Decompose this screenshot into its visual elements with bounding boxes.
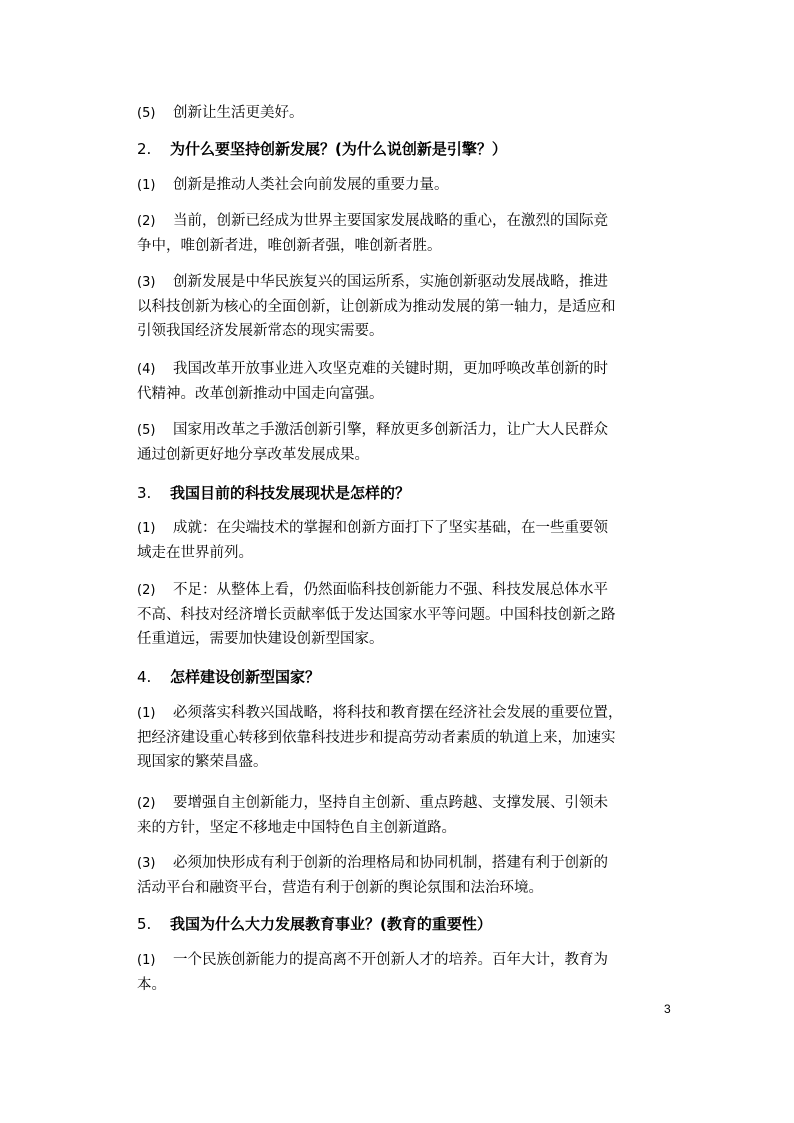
list-item	[137, 418, 685, 467]
heading-title: 为什么要坚持创新发展？(为什么说创新是引擎？）	[170, 140, 507, 158]
item-number: (5)	[137, 423, 156, 438]
item-text: 一个民族创新能力的提高离不开创新人才的培养。百年大计，教育为	[173, 952, 608, 968]
item-number: (1)	[137, 178, 156, 193]
item-text: 国家用改革之手激活创新引擎，释放更多创新活力，让广大人民群众	[173, 422, 608, 438]
item-text: 域走在世界前列。	[137, 545, 253, 561]
section-heading	[137, 665, 685, 689]
heading-title: 怎样建设创新型国家？	[170, 668, 321, 686]
list-item	[137, 578, 685, 651]
item-text: 以科技创新为核心的全面创新，让创新成为推动发展的第一轴力，是适应和	[137, 299, 616, 315]
item-text: 活动平台和融资平台，营造有利于创新的舆论氛围和法治环境。	[137, 880, 543, 896]
item-text: 来的方针，坚定不移地走中国特色自主创新道路。	[137, 820, 456, 836]
list-item	[137, 701, 685, 774]
item-number: (2)	[137, 583, 156, 598]
item-number: (5)	[137, 106, 156, 121]
item-number: (3)	[137, 856, 156, 871]
section-heading	[137, 912, 685, 936]
item-text: 创新是推动人类社会向前发展的重要力量。	[173, 177, 449, 193]
list-item	[137, 516, 685, 565]
heading-number: 3.	[137, 484, 152, 502]
item-text: 不高、科技对经济增长贡献率低于发达国家水平等问题。中国科技创新之路	[137, 607, 616, 623]
item-number: (4)	[137, 362, 156, 377]
item-text: 通过创新更好地分享改革发展成果。	[137, 447, 369, 463]
item-text: 我国改革开放事业进入攻坚克难的关键时期，更加呼唤改革创新的时	[173, 361, 608, 377]
item-text: 必须加快形成有利于创新的治理格局和协同机制，搭建有利于创新的	[173, 855, 608, 871]
item-number: (2)	[137, 796, 156, 811]
heading-number: 2.	[137, 140, 152, 158]
section-heading	[137, 481, 685, 505]
item-number: (1)	[137, 953, 156, 968]
page-number: 3	[664, 1002, 671, 1016]
item-text: 本。	[137, 977, 166, 993]
list-item	[137, 357, 685, 406]
item-text: 创新让生活更美好。	[173, 105, 304, 121]
heading-title: 我国目前的科技发展现状是怎样的？	[170, 484, 411, 502]
list-item	[137, 948, 685, 997]
list-item	[137, 791, 685, 840]
heading-number: 4.	[137, 668, 152, 686]
list-item	[137, 270, 685, 343]
item-text: 创新发展是中华民族复兴的国运所系，实施创新驱动发展战略，推进	[173, 274, 608, 290]
item-text: 争中，唯创新者进，唯创新者强，唯创新者胜。	[137, 238, 442, 254]
item-text: 成就：在尖端技术的掌握和创新方面打下了坚实基础，在一些重要领	[173, 520, 608, 536]
item-text: 引领我国经济发展新常态的现实需要。	[137, 323, 384, 339]
item-number: (2)	[137, 214, 156, 229]
item-number: (3)	[137, 275, 156, 290]
item-text: 代精神。改革创新推动中国走向富强。	[137, 386, 384, 402]
item-number: (1)	[137, 521, 156, 536]
item-text: 把经济建设重心转移到依靠科技进步和提高劳动者素质的轨道上来，加速实	[137, 730, 616, 746]
list-item	[137, 209, 685, 258]
list-item	[137, 101, 685, 126]
item-text: 不足：从整体上看，仍然面临科技创新能力不强、科技发展总体水平	[173, 582, 608, 598]
list-item	[137, 173, 685, 198]
item-text: 要增强自主创新能力，坚持自主创新、重点跨越、支撑发展、引领未	[173, 795, 608, 811]
item-text: 当前，创新已经成为世界主要国家发展战略的重心，在激烈的国际竞	[173, 213, 608, 229]
item-text: 任重道远，需要加快建设创新型国家。	[137, 631, 384, 647]
item-number: (1)	[137, 706, 156, 721]
list-item	[137, 851, 685, 900]
section-heading	[137, 137, 685, 161]
heading-number: 5.	[137, 915, 152, 933]
heading-title: 我国为什么大力发展教育事业？(教育的重要性）	[170, 915, 492, 933]
item-text: 现国家的繁荣昌盛。	[137, 754, 268, 770]
item-text: 必须落实科教兴国战略，将科技和教育摆在经济社会发展的重要位置，	[173, 705, 623, 721]
